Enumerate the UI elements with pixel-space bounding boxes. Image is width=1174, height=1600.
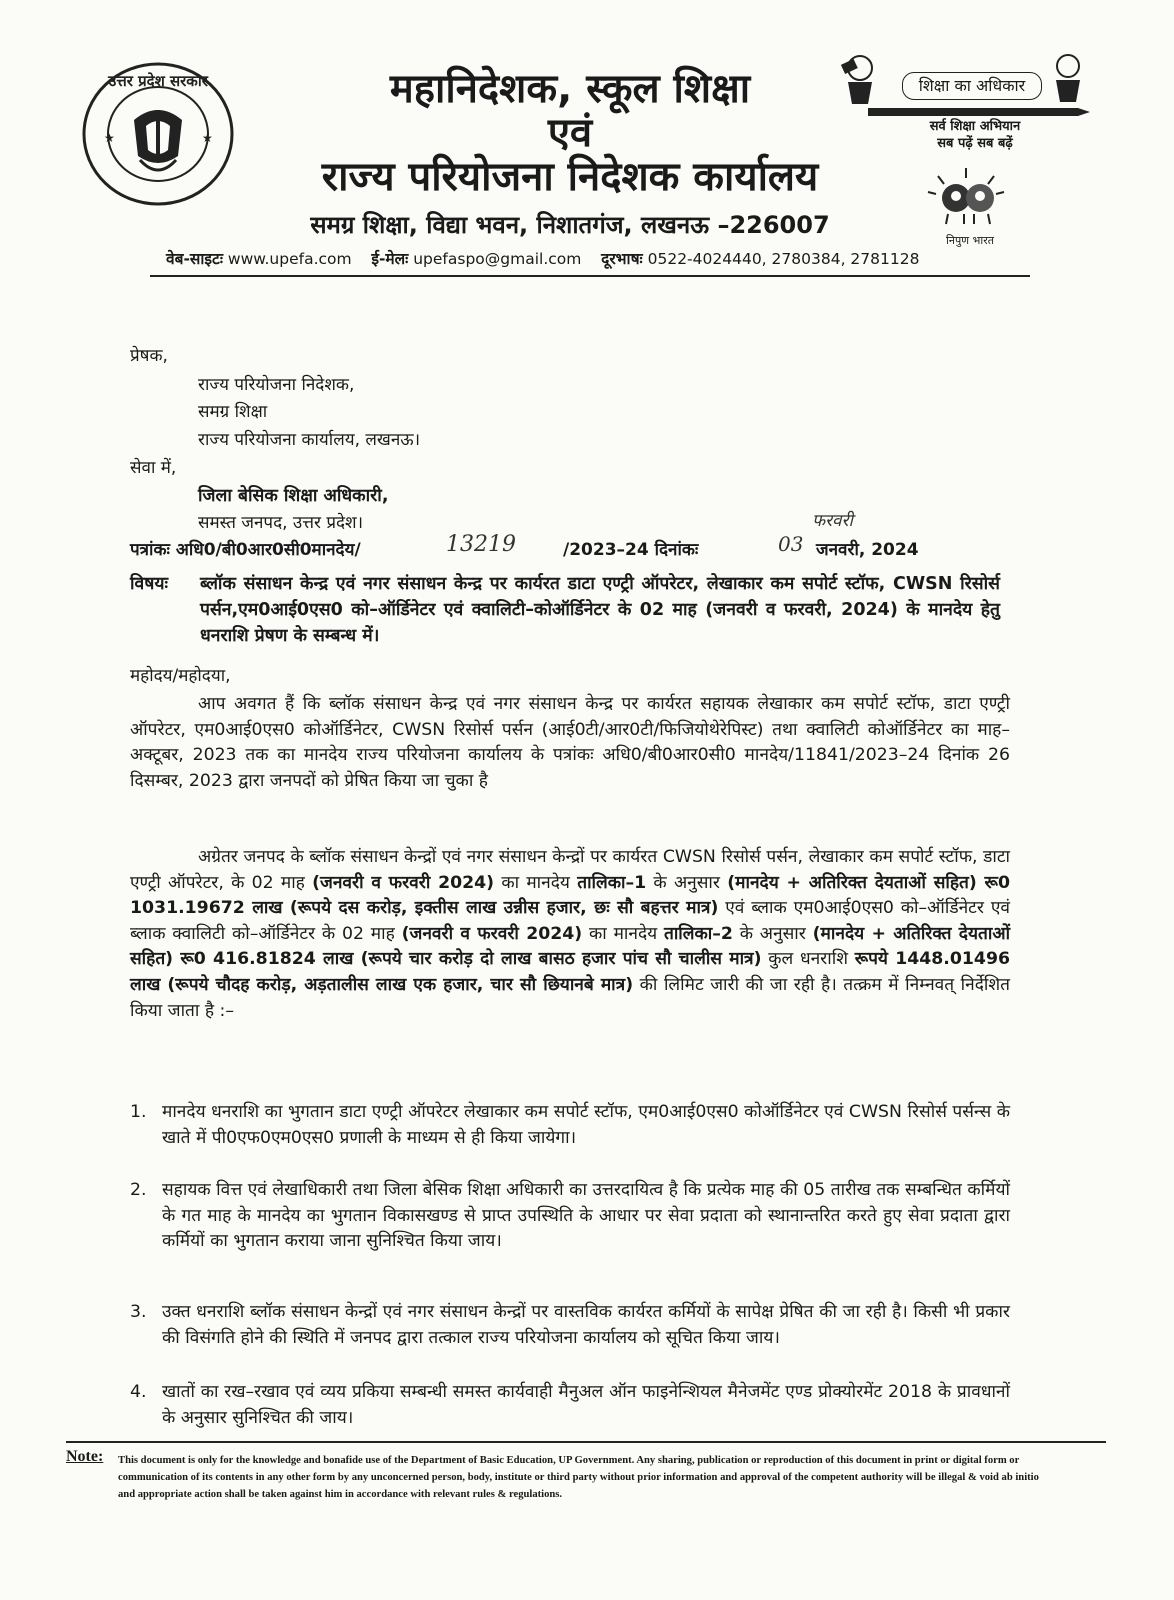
para2-period-2: (जनवरी व फरवरी 2024) <box>401 923 583 944</box>
list-item-number: 3. <box>130 1302 147 1322</box>
list-item-text: खातों का रख–रखाव एवं व्यय प्रकिया सम्बन्धी समस्त कार्यवाही मैनुअल ऑन फाइनेन्शियल मैनेजमेंट एण्ड प्रोक्योरमेंट 2018 के प्रावधानों के अनुसार सुनिश्चित की जाय। <box>162 1382 1010 1428</box>
sender-line3: राज्य परियोजना कार्यालय, लखनऊ। <box>198 430 421 450</box>
para2-total-amount: रूपये 1448.01496 लाख (रूपये चौदह करोड़, अड़तालीस लाख एक हजार, चार सौ छियानबे मात्र) <box>130 949 1010 995</box>
sender-label: प्रेषक, <box>130 346 168 366</box>
para2-text-k: के अनुसार <box>739 923 806 944</box>
salutation: महोदय/महोदया, <box>130 666 231 686</box>
nipun-bharat-logo <box>918 162 1014 228</box>
date-day-handwritten: 03 <box>778 532 804 556</box>
note-label: Note: <box>66 1448 104 1465</box>
note-text: This document is only for the knowledge and bonafide use of the Department of Basic Education, UP Government. Any sharing, publication or reproduction of this document in print or digital form or communication of its contents in any other form by any unconcerned person, body, institute or third party without prior information and approval of the competent authority will be illegal & void ab initio and appropriate action shall be taken against him in accordance with relevant rules & regulations. <box>118 1455 1039 1500</box>
list-item-text: मानदेय धनराशि का भुगतान डाटा एण्ट्री ऑपरेटर लेखाकार कम सपोर्ट स्टॉफ, एम0आई0एस0 कोऑर्डिनेटर एवं CWSN रिसोर्स पर्सन्स के खाते में पी0एफ0एम0एस0 प्रणाली के माध्यम से ही किया जायेगा। <box>162 1102 1010 1148</box>
sender-line1: राज्य परियोजना निदेशक, <box>198 375 355 395</box>
reference-year-date-label: /2023–24 दिनांकः <box>563 540 699 560</box>
date-month-year: जनवरी, 2024 <box>816 540 919 560</box>
svg-text:★: ★ <box>202 131 213 145</box>
para2-period-1: (जनवरी व फरवरी 2024) <box>312 872 495 893</box>
website: www.upefa.com <box>227 250 352 268</box>
para2-text-c: का मानदेय <box>501 872 570 893</box>
emblem-text: उत्तर प्रदेश सरकार <box>108 72 208 90</box>
para2-text-g: एवं ब्लाक एम0आई0एस0 को–ऑर्डिनेटर एवं ब्लाक क्वालिटी को–ऑर्डिनेटर के 02 माह <box>130 898 1010 944</box>
para2-text-o: की लिमिट जारी की जा रही है। तत्क्रम में निम्नवत् निर्देशित किया जाता है :– <box>130 974 1010 1021</box>
recipient-label: सेवा में, <box>130 458 177 478</box>
ssa-tagline <box>880 118 1070 152</box>
list-item-text: सहायक वित्त एवं लेखाधिकारी तथा जिला बेसिक शिक्षा अधिकारी का उत्तरदायित्व है कि प्रत्येक माह की 05 तारीख तक सम्बन्धित कर्मियों के गत माह के मानदेय का भुगतान विकासखण्ड से प्राप्त उपस्थिति के आधार पर सेवा प्रदाता को स्थानान्तरित करते हुए सेवा प्रदाता द्वारा कर्मियों का भुगतान कराया जाना सुनिश्चित किया जाय। <box>162 1180 1010 1252</box>
office-title-line3: राज्य परियोजना निदेशक कार्यालय <box>321 154 819 200</box>
footer-divider <box>66 1441 1106 1443</box>
rte-label: शिक्षा का अधिकार <box>902 72 1042 100</box>
ssa-line2: सब पढ़ें सब बढ़ें <box>937 136 1013 151</box>
subject-text: ब्लॉक संसाधन केन्द्र एवं नगर संसाधन केन्द्र पर कार्यरत डाटा एण्ट्री ऑपरेटर, लेखाकार कम सपोर्ट स्टॉफ, CWSN रिसोर्स पर्सन,एम0आई0एस0 को–ऑर्डिनेटर एवं क्वालिटी–कोऑर्डिनेटर के 02 माह (जनवरी व फरवरी, 2024) के मानदेय हेतु धनराशि प्रेषण के सम्बन्ध में। <box>200 574 1000 646</box>
list-item-number: 4. <box>130 1382 147 1402</box>
email: upefaspo@gmail.com <box>413 250 582 268</box>
subject-label: विषयः <box>130 574 169 594</box>
para2-amount-1: (मानदेय + अतिरिक्त देयताओं सहित) रू0 1031.19672 लाख (रूपये दस करोड़, इक्तीस लाख उन्नीस हजार, छः सौ बहत्तर मात्र) <box>130 872 1011 919</box>
phone-label: दूरभाषः <box>601 250 643 268</box>
reference-number-handwritten: 13219 <box>446 532 516 557</box>
website-label: वेब-साइटः <box>166 250 223 268</box>
up-government-emblem <box>78 60 238 208</box>
para2-text-a: अग्रेतर जनपद के ब्लॉक संसाधन केन्द्रों एवं नगर संसाधन केन्द्रों पर कार्यरत CWSN रिसोर्स पर्सन, लेखाकार कम सपोर्ट स्टॉफ, डाटा एण्ट्री ऑपरेटर, के 02 माह <box>130 847 1010 893</box>
list-item-text: उक्त धनराशि ब्लॉक संसाधन केन्द्रों एवं नगर संसाधन केन्द्रों पर वास्तविक कार्यरत कर्मियों के सापेक्ष प्रेषित की जा रही है। किसी भी प्रकार की विसंगति होने की स्थिति में जनपद द्वारा तत्काल राज्य परियोजना कार्यालय को सूचित किया जाय। <box>162 1302 1010 1348</box>
paragraph-2 <box>130 845 1010 1024</box>
contact-line <box>166 249 996 269</box>
recipient-line2: समस्त जनपद, उत्तर प्रदेश। <box>198 513 364 533</box>
para2-text-m: कुल धनराशि <box>768 949 848 970</box>
para2-text-i: का मानदेय <box>589 923 658 944</box>
sender-line2: समग्र शिक्षा <box>198 402 268 422</box>
office-title-line2: एवं <box>547 110 593 156</box>
nipun-label: निपुण भारत <box>945 234 994 247</box>
email-label: ई-मेलः <box>371 250 409 268</box>
para2-text-e: के अनुसार <box>653 872 720 893</box>
svg-text:★: ★ <box>104 131 115 145</box>
paragraph-1: आप अवगत हैं कि ब्लॉक संसाधन केन्द्र एवं नगर संसाधन केन्द्र पर कार्यरत सहायक लेखाकार कम सपोर्ट स्टॉफ, डाटा एण्ट्री ऑपरेटर, एम0आई0एस0 कोऑर्डिनेटर, CWSN रिसोर्स पर्सन (आई0टी/आर0टी/फिजियोथेरेपिस्ट) तथा क्वालिटी कोऑर्डिनेटर का माह–अक्टूबर, 2023 तक का मानदेय राज्य परियोजना कार्यालय के पत्रांकः अधि0/बी0आर0सी0 मानदेय/11841/2023–24 दिनांक 26 दिसम्बर, 2023 द्वारा जनपदों को प्रेषित किया जा चुका है <box>130 694 1010 791</box>
date-month-handwritten: फरवरी <box>812 511 853 531</box>
reference-prefix: पत्रांकः अधि0/बी0आर0सी0मानदेय/ <box>130 540 361 560</box>
ssa-line1: सर्व शिक्षा अभियान <box>929 119 1021 134</box>
list-item-number: 2. <box>130 1180 147 1200</box>
para2-table-2: तालिका–2 <box>663 923 733 944</box>
list-item-number: 1. <box>130 1102 147 1122</box>
para2-table-1: तालिका–1 <box>577 872 647 893</box>
phone: 0522-4024440, 2780384, 2781128 <box>647 250 920 268</box>
header-divider <box>150 275 1030 277</box>
recipient-line1: जिला बेसिक शिक्षा अधिकारी, <box>198 486 389 506</box>
office-address: समग्र शिक्षा, विद्या भवन, निशातगंज, लखनऊ –226007 <box>310 211 830 239</box>
para2-amount-2: (मानदेय + अतिरिक्त देयताओं सहित) रू0 416.81824 लाख (रूपये चार करोड़ दो लाख बासठ हजार पांच सौ चालीस मात्र) <box>130 923 1010 970</box>
office-title-line1: महानिदेशक, स्कूल शिक्षा <box>389 66 751 112</box>
